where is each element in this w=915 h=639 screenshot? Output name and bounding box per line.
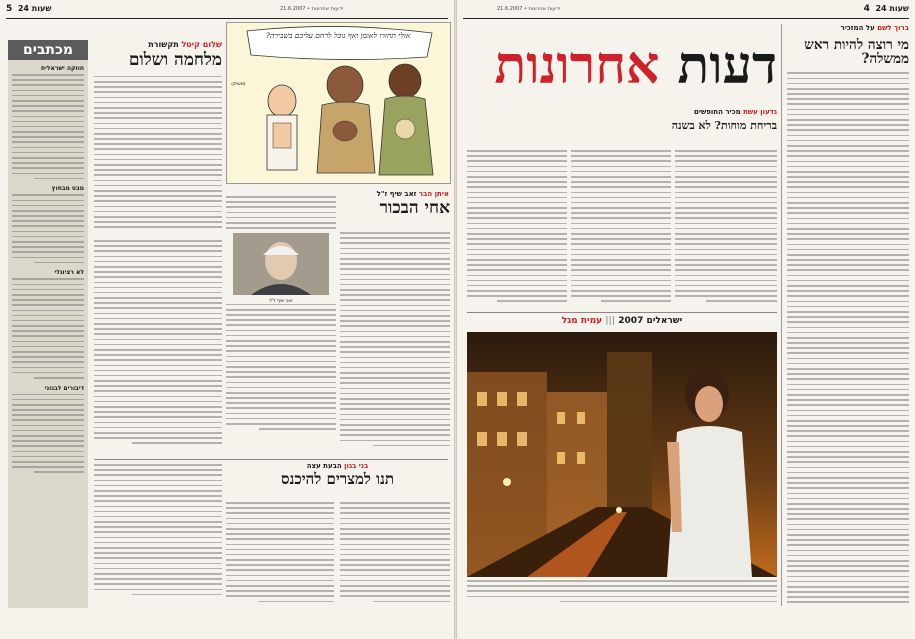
- left-page: [0, 0, 455, 639]
- byline: [467, 108, 777, 116]
- column-divider: [781, 24, 782, 606]
- letter-body: [12, 278, 84, 378]
- headline: בריחת מוחות? לא בשנה: [671, 119, 777, 132]
- header-rule: [463, 18, 909, 19]
- byline: [787, 24, 909, 32]
- article-brain-drain-col3: [467, 150, 567, 310]
- article-egypt-header: [226, 462, 449, 500]
- article-egypt-col1: [340, 502, 450, 607]
- section-number: 24: [875, 4, 887, 13]
- letters-sidebar: [8, 40, 88, 608]
- article-body: [787, 72, 909, 606]
- letters-title: מכתבים: [8, 40, 88, 60]
- author-name: איתן הבר: [418, 190, 449, 198]
- article-egypt-col3: [94, 464, 222, 604]
- masthead-word-red: אחרונות: [494, 35, 660, 96]
- headline: תנו למצרים להיכנס: [280, 470, 395, 488]
- article-brain-drain-col1: [675, 150, 777, 310]
- section-number: 24: [17, 4, 29, 13]
- right-page: [457, 0, 915, 639]
- photo-caption: זאב שיף ז"ל: [269, 298, 293, 304]
- byline: [226, 462, 449, 470]
- article-body: [94, 76, 222, 228]
- author-role: על המזכיר: [840, 24, 875, 32]
- author-name: בני בגון: [344, 462, 369, 470]
- night-street-photo: [467, 332, 777, 577]
- feature-byline: ישראלים 2007 ||| עמית מגל: [561, 316, 683, 326]
- masthead-word-black: דעות: [677, 35, 777, 96]
- headline: מלחמה ושלום: [128, 50, 222, 70]
- byline: [94, 40, 222, 49]
- running-header: ידיעות אחרונות • 21.6.2007: [497, 6, 561, 12]
- headline: מי רוצה להיות ראש ממשלה?: [804, 37, 909, 68]
- header-rule: [6, 18, 448, 19]
- divider: [467, 312, 777, 313]
- feature-caption: [467, 580, 777, 606]
- author-name: גדעון עשת: [743, 108, 777, 116]
- author-role: מכיר החופשים: [694, 108, 741, 116]
- article-egypt-col2: [226, 502, 334, 607]
- author-name: שלום קיטל: [181, 40, 222, 49]
- masthead-title: [467, 34, 777, 98]
- article-older-brother-body: [340, 232, 450, 457]
- author-name: עמית מגל: [561, 316, 603, 326]
- author-role: הבעת עצה: [306, 462, 342, 470]
- feature-photo: [467, 332, 777, 577]
- left-folio: [6, 4, 51, 14]
- portrait-photo: [233, 233, 329, 295]
- article-older-brother-col2: [226, 196, 336, 456]
- cartoon-drawing: [227, 23, 450, 183]
- cartoon-signature: מושיקו: [231, 81, 246, 87]
- page-number: 4: [863, 4, 870, 14]
- letter-body: [12, 394, 84, 473]
- author-name: ברוך לשם: [877, 24, 909, 32]
- section-label: שעות: [31, 4, 52, 13]
- article-peace-war: [94, 40, 222, 240]
- article-brain-drain-col2: [571, 150, 671, 310]
- running-header: ידיעות אחרונות • 21.6.2007: [280, 6, 344, 12]
- section-label: שעות: [889, 4, 909, 13]
- divider: [94, 459, 448, 460]
- feature-label: ישראלים 2007: [618, 316, 683, 326]
- feature-header: [467, 316, 777, 329]
- editorial-cartoon: [226, 22, 451, 184]
- letter-heading: מבט מבחוץ: [51, 185, 84, 193]
- letter-heading: דיבורים לבנוני: [44, 384, 84, 392]
- article-older-brother-title: [340, 200, 450, 235]
- cartoon-speech: אולי תחזרו לאומן ואף נוכל לרחם עליכם בשבירה?: [265, 31, 411, 40]
- right-folio: [864, 4, 909, 14]
- letter-heading: לא רציונלי: [54, 269, 84, 277]
- article-peace-war-cont: [94, 240, 222, 455]
- author-role: זאב שיף ז"ל: [376, 190, 417, 198]
- author-role: תקשורת: [148, 40, 179, 49]
- letter-body: [12, 194, 84, 263]
- article-prime-minister: [787, 24, 909, 606]
- article-brain-drain-header: [467, 108, 777, 150]
- letter-heading: חוזקה ישראלית: [40, 65, 84, 72]
- headline: אחי הבכור: [379, 200, 450, 218]
- letter-body: [12, 74, 84, 179]
- page-number: 5: [6, 4, 13, 14]
- opinion-masthead: [467, 34, 777, 104]
